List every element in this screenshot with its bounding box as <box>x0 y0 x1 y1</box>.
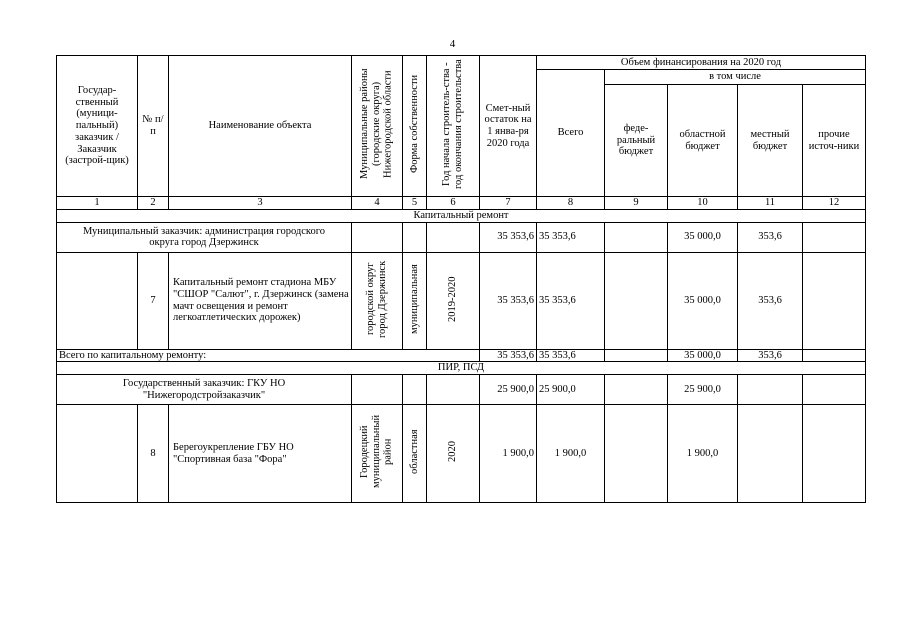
district-cell: Городецкий муниципальный район <box>359 415 394 489</box>
cell-federal <box>605 349 668 362</box>
header-local: местный бюджет <box>738 85 803 197</box>
cell-balance: 35 353,6 <box>480 222 537 252</box>
cell-local: 353,6 <box>738 349 803 362</box>
header-years: Год начала строитель-ства - год окончания строительства <box>441 59 464 190</box>
cell-regional: 35 000,0 <box>668 252 738 349</box>
col-number: 2 <box>138 197 169 210</box>
col-number: 1 <box>57 197 138 210</box>
cell-federal <box>605 222 668 252</box>
section-capital-repair: Капитальный ремонт <box>57 209 866 222</box>
cell-federal <box>605 252 668 349</box>
cell-balance: 1 900,0 <box>480 405 537 503</box>
col-number: 5 <box>403 197 427 210</box>
cell-local: 353,6 <box>738 222 803 252</box>
table-row <box>57 252 866 349</box>
years-cell: 2019-2020 <box>447 276 459 322</box>
cell-total: 1 900,0 <box>537 405 605 503</box>
cell-balance: 35 353,6 <box>480 252 537 349</box>
header-including: в том числе <box>605 70 866 85</box>
cell-regional: 35 000,0 <box>668 349 738 362</box>
header-total: Всего <box>537 70 605 197</box>
cell-local: 353,6 <box>738 252 803 349</box>
table-row <box>57 222 866 252</box>
cell-local <box>738 375 803 405</box>
header-district: Муниципальные районы (городские округа) Нижегородской области <box>359 68 394 180</box>
header-other: прочие источ-ники <box>803 85 866 197</box>
page-number: 4 <box>449 38 456 50</box>
header-ownership: Форма собственности <box>408 75 420 174</box>
col-number: 8 <box>537 197 605 210</box>
customer-municipal: Муниципальный заказчик: администрация городского округа город Дзержинск <box>57 222 352 252</box>
col-number: 7 <box>480 197 537 210</box>
header-num: № п/п <box>138 56 169 197</box>
col-number: 6 <box>427 197 480 210</box>
table-row <box>57 375 866 405</box>
district-cell: городской округ город Дзержинск <box>365 260 388 338</box>
years-cell: 2020 <box>447 441 459 463</box>
cell-other <box>803 349 866 362</box>
total-capital-label: Всего по капитальному ремонту: <box>57 349 480 362</box>
col-number: 10 <box>668 197 738 210</box>
cell-total: 25 900,0 <box>537 375 605 405</box>
column-numbers-row <box>57 197 866 210</box>
col-number: 12 <box>803 197 866 210</box>
cell-other <box>803 222 866 252</box>
table-row-total <box>57 349 866 362</box>
header-federal: феде-ральный бюджет <box>605 85 668 197</box>
header-balance: Смет-ный остаток на 1 янва-ря 2020 года <box>480 56 537 197</box>
object-name: Капитальный ремонт стадиона МБУ "СШОР "Салют", г. Дзержинск (замена мачт освещения и ремонт легкоатлетических дорожек) <box>169 252 352 349</box>
header-funding: Объем финансирования на 2020 год <box>537 56 866 70</box>
ownership-cell: муниципальная <box>408 263 420 334</box>
cell-other <box>803 252 866 349</box>
cell-total: 35 353,6 <box>537 349 605 362</box>
cell-regional: 35 000,0 <box>668 222 738 252</box>
cell-total: 35 353,6 <box>537 222 605 252</box>
table-row <box>57 405 866 503</box>
col-number: 3 <box>169 197 352 210</box>
cell-balance: 35 353,6 <box>480 349 537 362</box>
col-number: 4 <box>352 197 403 210</box>
cell-regional: 1 900,0 <box>668 405 738 503</box>
financing-table <box>56 55 866 503</box>
cell-regional: 25 900,0 <box>668 375 738 405</box>
section-pir: ПИР, ПСД <box>57 362 866 375</box>
customer-state: Государственный заказчик: ГКУ НО "Нижегородстройзаказчик" <box>57 375 352 405</box>
cell-local <box>738 405 803 503</box>
col-number: 11 <box>738 197 803 210</box>
ownership-cell: областная <box>408 429 420 475</box>
col-number: 9 <box>605 197 668 210</box>
cell-federal <box>605 405 668 503</box>
cell-federal <box>605 375 668 405</box>
header-regional: областной бюджет <box>668 85 738 197</box>
object-name: Берегоукрепление ГБУ НО "Спортивная база "Фора" <box>169 405 352 503</box>
header-customer: Государ-ственный (муници-пальный) заказчик / Заказчик (застрой-щик) <box>57 56 138 197</box>
header-object-name: Наименование объекта <box>169 56 352 197</box>
row-number: 7 <box>138 252 169 349</box>
cell-total: 35 353,6 <box>537 252 605 349</box>
cell-balance: 25 900,0 <box>480 375 537 405</box>
cell-other <box>803 375 866 405</box>
cell-other <box>803 405 866 503</box>
row-number: 8 <box>138 405 169 503</box>
